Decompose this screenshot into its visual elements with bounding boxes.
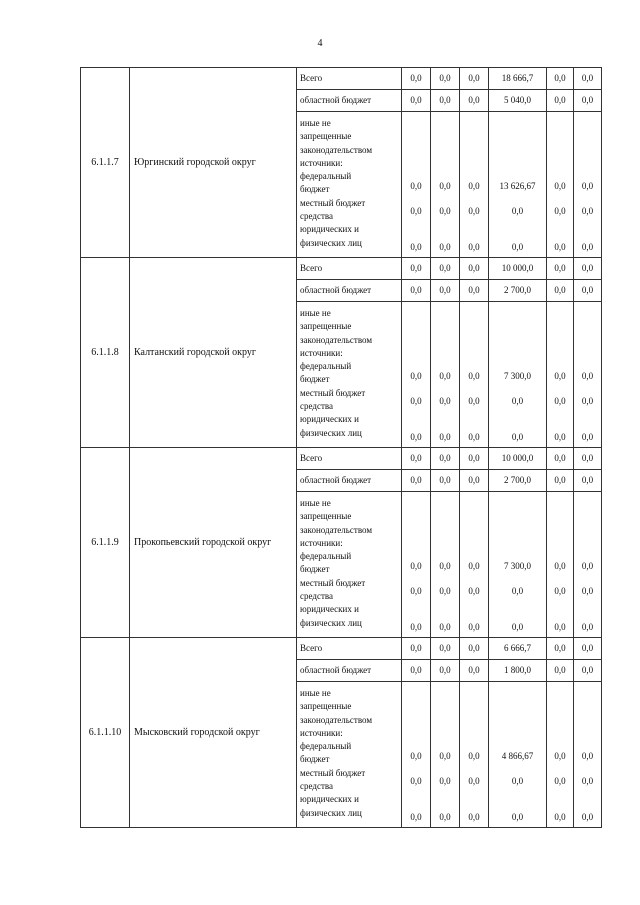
- total-value: 0,0: [431, 258, 460, 280]
- other-sources-label-cell: [297, 492, 402, 638]
- regional-value: 0,0: [574, 280, 602, 302]
- total-value: 0,0: [460, 448, 489, 470]
- other-sources-label-cell: [297, 302, 402, 448]
- federal-budget-value: 0,0: [581, 181, 594, 191]
- other-sources-values-cell: [489, 682, 547, 828]
- local-budget-value: 0,0: [468, 206, 480, 216]
- row-code-cell: 6.1.1.7: [81, 68, 130, 258]
- other-sources-values-cell: [460, 682, 489, 828]
- page-number: 4: [317, 38, 323, 49]
- regional-value: 0,0: [460, 660, 489, 682]
- other-sources-line: источники:: [300, 157, 343, 168]
- regional-value: 0,0: [460, 280, 489, 302]
- federal-budget-value: 0,0: [581, 371, 594, 381]
- other-sources-line: средства: [300, 591, 334, 602]
- row-name-cell: Калтанский городской округ: [130, 258, 297, 448]
- total-value: 0,0: [402, 258, 431, 280]
- total-value: 0,0: [574, 638, 602, 660]
- local-budget-value: 0,0: [554, 206, 566, 216]
- total-value: 0,0: [402, 68, 431, 90]
- federal-budget-value: 4 866,67: [501, 751, 534, 761]
- regional-value: 0,0: [574, 660, 602, 682]
- legal-entities-value: 0,0: [511, 622, 524, 632]
- regional-value: 2 700,0: [489, 470, 547, 492]
- regional-value: 0,0: [547, 280, 574, 302]
- other-sources-line: бюджет: [300, 374, 330, 385]
- other-sources-label-cell: [297, 682, 402, 828]
- other-sources-line: юридических и: [300, 794, 359, 805]
- federal-budget-value: 0,0: [439, 181, 451, 191]
- other-sources-line: средства: [300, 401, 334, 412]
- total-value: 6 666,7: [489, 638, 547, 660]
- legal-entities-value: 0,0: [511, 432, 524, 442]
- other-sources-values-cell: [574, 112, 602, 258]
- regional-value: 0,0: [547, 470, 574, 492]
- row-name-cell: Юргинский городской округ: [130, 68, 297, 258]
- regional-value: 0,0: [574, 90, 602, 112]
- other-sources-line: запрещенные: [300, 511, 352, 522]
- legal-entities-value: 0,0: [511, 242, 524, 252]
- other-sources-line: физических лиц: [300, 807, 362, 818]
- other-sources-values-cell: [547, 682, 574, 828]
- regional-value: 0,0: [402, 660, 431, 682]
- other-sources-line: федеральный: [300, 551, 352, 562]
- federal-budget-value: 0,0: [439, 751, 451, 761]
- local-budget-value: 0,0: [554, 586, 566, 596]
- other-sources-values-cell: [460, 112, 489, 258]
- legal-entities-value: 0,0: [439, 622, 451, 632]
- legal-entities-value: 0,0: [581, 432, 594, 442]
- other-sources-values-cell: [489, 492, 547, 638]
- federal-budget-value: 13 626,67: [499, 181, 536, 191]
- local-budget-value: 0,0: [581, 396, 594, 406]
- other-sources-values-cell: [489, 112, 547, 258]
- regional-value: 0,0: [431, 280, 460, 302]
- regional-value: 0,0: [431, 660, 460, 682]
- legal-entities-value: 0,0: [468, 432, 480, 442]
- regional-value: 0,0: [402, 90, 431, 112]
- budget-table: [80, 67, 602, 828]
- total-value: 10 000,0: [489, 258, 547, 280]
- other-sources-line: бюджет: [300, 184, 330, 195]
- other-sources-line: физических лиц: [300, 617, 362, 628]
- legal-entities-value: 0,0: [439, 812, 451, 822]
- regional-label: областной бюджет: [297, 660, 402, 682]
- local-budget-value: 0,0: [410, 396, 422, 406]
- other-sources-line: источники:: [300, 537, 343, 548]
- other-sources-line: источники:: [300, 347, 343, 358]
- other-sources-line: юридических и: [300, 224, 359, 235]
- other-sources-values-cell: [547, 112, 574, 258]
- legal-entities-value: 0,0: [439, 242, 451, 252]
- federal-budget-value: 0,0: [581, 561, 594, 571]
- regional-value: 0,0: [460, 90, 489, 112]
- other-sources-line: иные не: [300, 498, 331, 508]
- legal-entities-value: 0,0: [581, 812, 594, 822]
- other-sources-values-cell: [431, 682, 460, 828]
- other-sources-line: местный бюджет: [300, 387, 366, 398]
- federal-budget-value: 0,0: [468, 751, 480, 761]
- other-sources-line: местный бюджет: [300, 577, 366, 588]
- regional-value: 0,0: [402, 470, 431, 492]
- other-sources-line: юридических и: [300, 604, 359, 615]
- other-sources-line: федеральный: [300, 361, 352, 372]
- legal-entities-value: 0,0: [468, 242, 480, 252]
- total-value: 0,0: [402, 638, 431, 660]
- regional-value: 1 800,0: [489, 660, 547, 682]
- legal-entities-value: 0,0: [410, 432, 422, 442]
- federal-budget-value: 0,0: [468, 181, 480, 191]
- other-sources-line: бюджет: [300, 754, 330, 765]
- local-budget-value: 0,0: [511, 396, 524, 406]
- regional-value: 0,0: [431, 90, 460, 112]
- regional-value: 0,0: [431, 470, 460, 492]
- regional-value: 5 040,0: [489, 90, 547, 112]
- total-value: 0,0: [574, 258, 602, 280]
- legal-entities-value: 0,0: [554, 432, 566, 442]
- total-label: Всего: [297, 258, 402, 280]
- federal-budget-value: 0,0: [554, 181, 566, 191]
- legal-entities-value: 0,0: [554, 622, 566, 632]
- legal-entities-value: 0,0: [410, 812, 422, 822]
- other-sources-values-cell: [460, 492, 489, 638]
- regional-label: областной бюджет: [297, 90, 402, 112]
- legal-entities-value: 0,0: [410, 242, 422, 252]
- total-value: 0,0: [431, 638, 460, 660]
- other-sources-values-cell: [402, 492, 431, 638]
- total-value: 0,0: [431, 68, 460, 90]
- local-budget-value: 0,0: [511, 776, 524, 786]
- federal-budget-value: 0,0: [554, 561, 566, 571]
- local-budget-value: 0,0: [581, 586, 594, 596]
- legal-entities-value: 0,0: [581, 622, 594, 632]
- total-label: Всего: [297, 68, 402, 90]
- other-sources-line: местный бюджет: [300, 197, 366, 208]
- total-value: 0,0: [460, 258, 489, 280]
- local-budget-value: 0,0: [468, 586, 480, 596]
- local-budget-value: 0,0: [439, 586, 451, 596]
- local-budget-value: 0,0: [439, 776, 451, 786]
- table-row-total: [81, 258, 602, 280]
- legal-entities-value: 0,0: [581, 242, 594, 252]
- other-sources-values-cell: [431, 302, 460, 448]
- other-sources-values-cell: [402, 302, 431, 448]
- total-value: 0,0: [431, 448, 460, 470]
- total-value: 0,0: [547, 638, 574, 660]
- local-budget-value: 0,0: [554, 776, 566, 786]
- local-budget-value: 0,0: [439, 396, 451, 406]
- federal-budget-value: 0,0: [439, 371, 451, 381]
- other-sources-line: законодательством: [300, 524, 373, 535]
- other-sources-label-cell: [297, 112, 402, 258]
- other-sources-values-cell: [547, 492, 574, 638]
- legal-entities-value: 0,0: [439, 432, 451, 442]
- total-value: 18 666,7: [489, 68, 547, 90]
- other-sources-line: запрещенные: [300, 701, 352, 712]
- other-sources-line: иные не: [300, 308, 331, 318]
- local-budget-value: 0,0: [410, 776, 422, 786]
- other-sources-label: [297, 682, 401, 820]
- local-budget-value: 0,0: [439, 206, 451, 216]
- federal-budget-value: 0,0: [468, 371, 480, 381]
- other-sources-values-cell: [431, 112, 460, 258]
- local-budget-value: 0,0: [468, 776, 480, 786]
- federal-budget-value: 0,0: [410, 371, 422, 381]
- regional-label: областной бюджет: [297, 280, 402, 302]
- other-sources-line: запрещенные: [300, 131, 352, 142]
- total-value: 0,0: [547, 68, 574, 90]
- table-row-total: [81, 638, 602, 660]
- other-sources-line: законодательством: [300, 334, 373, 345]
- other-sources-line: физических лиц: [300, 237, 362, 248]
- total-value: 0,0: [574, 448, 602, 470]
- other-sources-line: федеральный: [300, 741, 352, 752]
- local-budget-value: 0,0: [410, 586, 422, 596]
- other-sources-line: федеральный: [300, 171, 352, 182]
- regional-value: 0,0: [547, 660, 574, 682]
- other-sources-line: бюджет: [300, 564, 330, 575]
- other-sources-values-cell: [431, 492, 460, 638]
- local-budget-value: 0,0: [468, 396, 480, 406]
- legal-entities-value: 0,0: [468, 622, 480, 632]
- local-budget-value: 0,0: [511, 586, 524, 596]
- other-sources-values-cell: [574, 492, 602, 638]
- legal-entities-value: 0,0: [468, 812, 480, 822]
- other-sources-values-cell: [460, 302, 489, 448]
- regional-label: областной бюджет: [297, 470, 402, 492]
- other-sources-values-cell: [547, 302, 574, 448]
- other-sources-line: источники:: [300, 727, 343, 738]
- other-sources-values-cell: [574, 682, 602, 828]
- local-budget-value: 0,0: [410, 206, 422, 216]
- local-budget-value: 0,0: [581, 776, 594, 786]
- federal-budget-value: 0,0: [554, 371, 566, 381]
- legal-entities-value: 0,0: [410, 622, 422, 632]
- other-sources-label: [297, 302, 401, 440]
- total-label: Всего: [297, 448, 402, 470]
- total-value: 0,0: [460, 638, 489, 660]
- total-value: 0,0: [574, 68, 602, 90]
- local-budget-value: 0,0: [581, 206, 594, 216]
- other-sources-line: местный бюджет: [300, 767, 366, 778]
- other-sources-line: законодательством: [300, 714, 373, 725]
- federal-budget-value: 0,0: [410, 751, 422, 761]
- other-sources-values-cell: [402, 112, 431, 258]
- local-budget-value: 0,0: [511, 206, 524, 216]
- legal-entities-value: 0,0: [554, 242, 566, 252]
- local-budget-value: 0,0: [554, 396, 566, 406]
- regional-value: 0,0: [574, 470, 602, 492]
- legal-entities-value: 0,0: [554, 812, 566, 822]
- other-sources-line: средства: [300, 781, 334, 792]
- other-sources-label: [297, 492, 401, 630]
- total-label: Всего: [297, 638, 402, 660]
- regional-value: 0,0: [547, 90, 574, 112]
- federal-budget-value: 7 300,0: [504, 371, 531, 381]
- regional-value: 0,0: [402, 280, 431, 302]
- regional-value: 0,0: [460, 470, 489, 492]
- other-sources-line: иные не: [300, 688, 331, 698]
- total-value: 0,0: [402, 448, 431, 470]
- table-row-total: [81, 68, 602, 90]
- other-sources-label: [297, 112, 401, 250]
- other-sources-line: юридических и: [300, 414, 359, 425]
- total-value: 0,0: [547, 258, 574, 280]
- total-value: 0,0: [460, 68, 489, 90]
- total-value: 10 000,0: [489, 448, 547, 470]
- federal-budget-value: 0,0: [410, 561, 422, 571]
- total-value: 0,0: [547, 448, 574, 470]
- other-sources-line: средства: [300, 211, 334, 222]
- federal-budget-value: 0,0: [554, 751, 566, 761]
- row-code-cell: 6.1.1.8: [81, 258, 130, 448]
- regional-value: 2 700,0: [489, 280, 547, 302]
- federal-budget-value: 0,0: [410, 181, 422, 191]
- federal-budget-value: 0,0: [581, 751, 594, 761]
- federal-budget-value: 0,0: [439, 561, 451, 571]
- other-sources-line: запрещенные: [300, 321, 352, 332]
- table-row-total: [81, 448, 602, 470]
- other-sources-line: законодательством: [300, 144, 373, 155]
- row-name-cell: Прокопьевский городской округ: [130, 448, 297, 638]
- other-sources-line: иные не: [300, 118, 331, 128]
- federal-budget-value: 7 300,0: [504, 561, 531, 571]
- row-name-cell: Мысковский городской округ: [130, 638, 297, 828]
- row-code-cell: 6.1.1.9: [81, 448, 130, 638]
- row-code-cell: 6.1.1.10: [81, 638, 130, 828]
- legal-entities-value: 0,0: [511, 812, 524, 822]
- federal-budget-value: 0,0: [468, 561, 480, 571]
- other-sources-values-cell: [489, 302, 547, 448]
- other-sources-line: физических лиц: [300, 427, 362, 438]
- other-sources-values-cell: [574, 302, 602, 448]
- other-sources-values-cell: [402, 682, 431, 828]
